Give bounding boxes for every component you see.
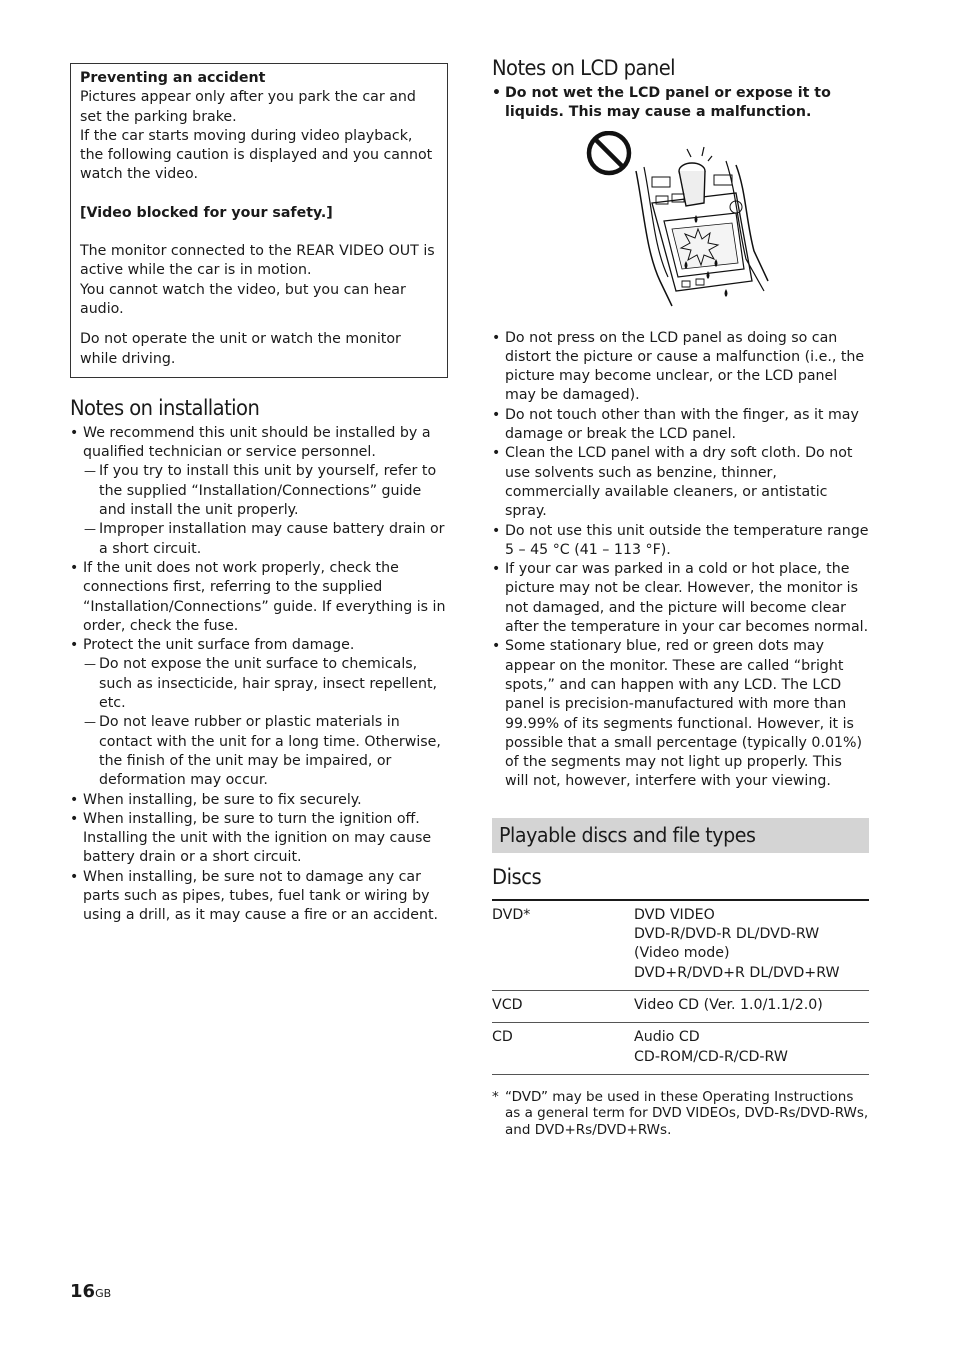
right-column — [492, 56, 869, 1138]
discs-table — [492, 899, 869, 1075]
sub-list-item: — Improper installation may cause battery drain or a short circuit. — [83, 520, 448, 559]
disc-formats: Video CD (Ver. 1.0/1.1/2.0) — [634, 990, 869, 1022]
warning-title: Preventing an accident — [80, 70, 266, 86]
table-row — [492, 990, 869, 1022]
list-item: • If the unit does not work properly, check the connections first, referring to the supplied “Installation/Connections” guide. If everything is in order, check the fuse. — [70, 559, 448, 636]
installation-list — [70, 424, 448, 926]
list-item: • Do not touch other than with the finger, as it may damage or break the LCD panel. — [492, 406, 869, 445]
warning-text: If the car starts moving during video playback, the following caution is displayed and you cannot watch the video. — [80, 127, 433, 183]
page-number: 16GB — [70, 1281, 112, 1302]
warning-caution: [Video blocked for your safety.] — [80, 204, 333, 221]
list-item: • If your car was parked in a cold or hot place, the picture may not be clear. However, the monitor is not damaged, and the picture will become clear after the temperature in your car becomes normal. — [492, 560, 869, 637]
table-row — [492, 1023, 869, 1075]
warning-text: The monitor connected to the REAR VIDEO OUT is active while the car is in motion. — [80, 243, 435, 279]
disc-type: CD — [492, 1023, 634, 1075]
discs-heading: Discs — [492, 864, 542, 889]
sub-list-item: — Do not expose the unit surface to chemicals, such as insecticide, hair spray, insect repellent, etc. — [83, 655, 448, 713]
footnote-mark: * — [492, 1088, 499, 1105]
sub-list-item: — If you try to install this unit by yourself, refer to the supplied “Installation/Connections” guide and install the unit properly. — [83, 462, 448, 520]
lcd-heading: Notes on LCD panel — [492, 56, 676, 80]
table-row — [492, 900, 869, 991]
liquid-prohibited-icon — [586, 131, 776, 321]
playable-section-band — [492, 818, 869, 853]
playable-heading: Playable discs and file types — [499, 823, 756, 848]
disc-formats: Audio CD CD-ROM/CD-R/CD-RW — [634, 1023, 869, 1075]
list-item: • Protect the unit surface from damage. — Do not expose the unit surface to chemicals, such as insecticide, hair spray, insect repellent, etc. — Do not leave rubber or plastic materials in contact with the unit for a long time. Otherwise, the finish of the unit may be impaired, or deformation may occur. — [70, 636, 448, 790]
warning-text: Do not operate the unit or watch the monitor while driving. — [80, 331, 401, 367]
list-item: • Some stationary blue, red or green dots may appear on the monitor. These are called “bright spots,” and can happen with any LCD. The LCD panel is precision-manufactured with more than 99.99% of its segments functional. However, it is possible that a small percentage (typically 0.01%) of the segments may not light up properly. This will not, however, interfere with your viewing. — [492, 637, 869, 791]
list-item: • Do not press on the LCD panel as doing so can distort the picture or cause a malfunction (i.e., the picture may become unclear, or the LCD panel may be damaged). — [492, 329, 869, 406]
installation-heading: Notes on installation — [70, 395, 260, 420]
accident-warning-box — [70, 63, 448, 378]
footnote-text: “DVD” may be used in these Operating Instructions as a general term for DVD VIDEOs, DVD-Rs/DVD-RWs, and DVD+Rs/DVD+RWs. — [505, 1088, 869, 1138]
disc-formats: DVD VIDEO DVD-R/DVD-R DL/DVD-RW (Video mode) DVD+R/DVD+R DL/DVD+RW — [634, 900, 869, 991]
lcd-list — [492, 329, 869, 792]
disc-type: VCD — [492, 990, 634, 1022]
list-item: • When installing, be sure to turn the ignition off. Installing the unit with the ignition on may cause battery drain or a short circuit. — [70, 810, 448, 868]
warning-text: Pictures appear only after you park the car and set the parking brake. — [80, 89, 416, 125]
list-item: • Do not wet the LCD panel or expose it to liquids. This may cause a malfunction. — [492, 84, 869, 123]
list-item: • Clean the LCD panel with a dry soft cloth. Do not use solvents such as benzine, thinner, commercially available cleaners, or antistatic spray. — [492, 444, 869, 521]
list-item: • Do not use this unit outside the temperature range 5 – 45 °C (41 – 113 °F). — [492, 522, 869, 561]
sub-list-item: — Do not leave rubber or plastic materials in contact with the unit for a long time. Otherwise, the finish of the unit may be impaired, or deformation may occur. — [83, 713, 448, 790]
list-item: • When installing, be sure to fix securely. — [70, 791, 448, 810]
dvd-footnote — [492, 1089, 869, 1139]
list-item: • When installing, be sure not to damage any car parts such as pipes, tubes, fuel tank or wiring by using a drill, as it may cause a fire or an accident. — [70, 868, 448, 926]
list-item: • We recommend this unit should be installed by a qualified technician or service personnel. — If you try to install this unit by yourself, refer to the supplied “Installation/Connections” guide and install the unit properly. — Improper installation may cause battery drain or a short circuit. — [70, 424, 448, 559]
left-column — [70, 63, 448, 926]
no-liquid-illustration — [586, 131, 776, 321]
warning-text: You cannot watch the video, but you can hear audio. — [80, 281, 406, 317]
disc-type: DVD* — [492, 900, 634, 991]
lcd-warning-list — [492, 84, 869, 123]
